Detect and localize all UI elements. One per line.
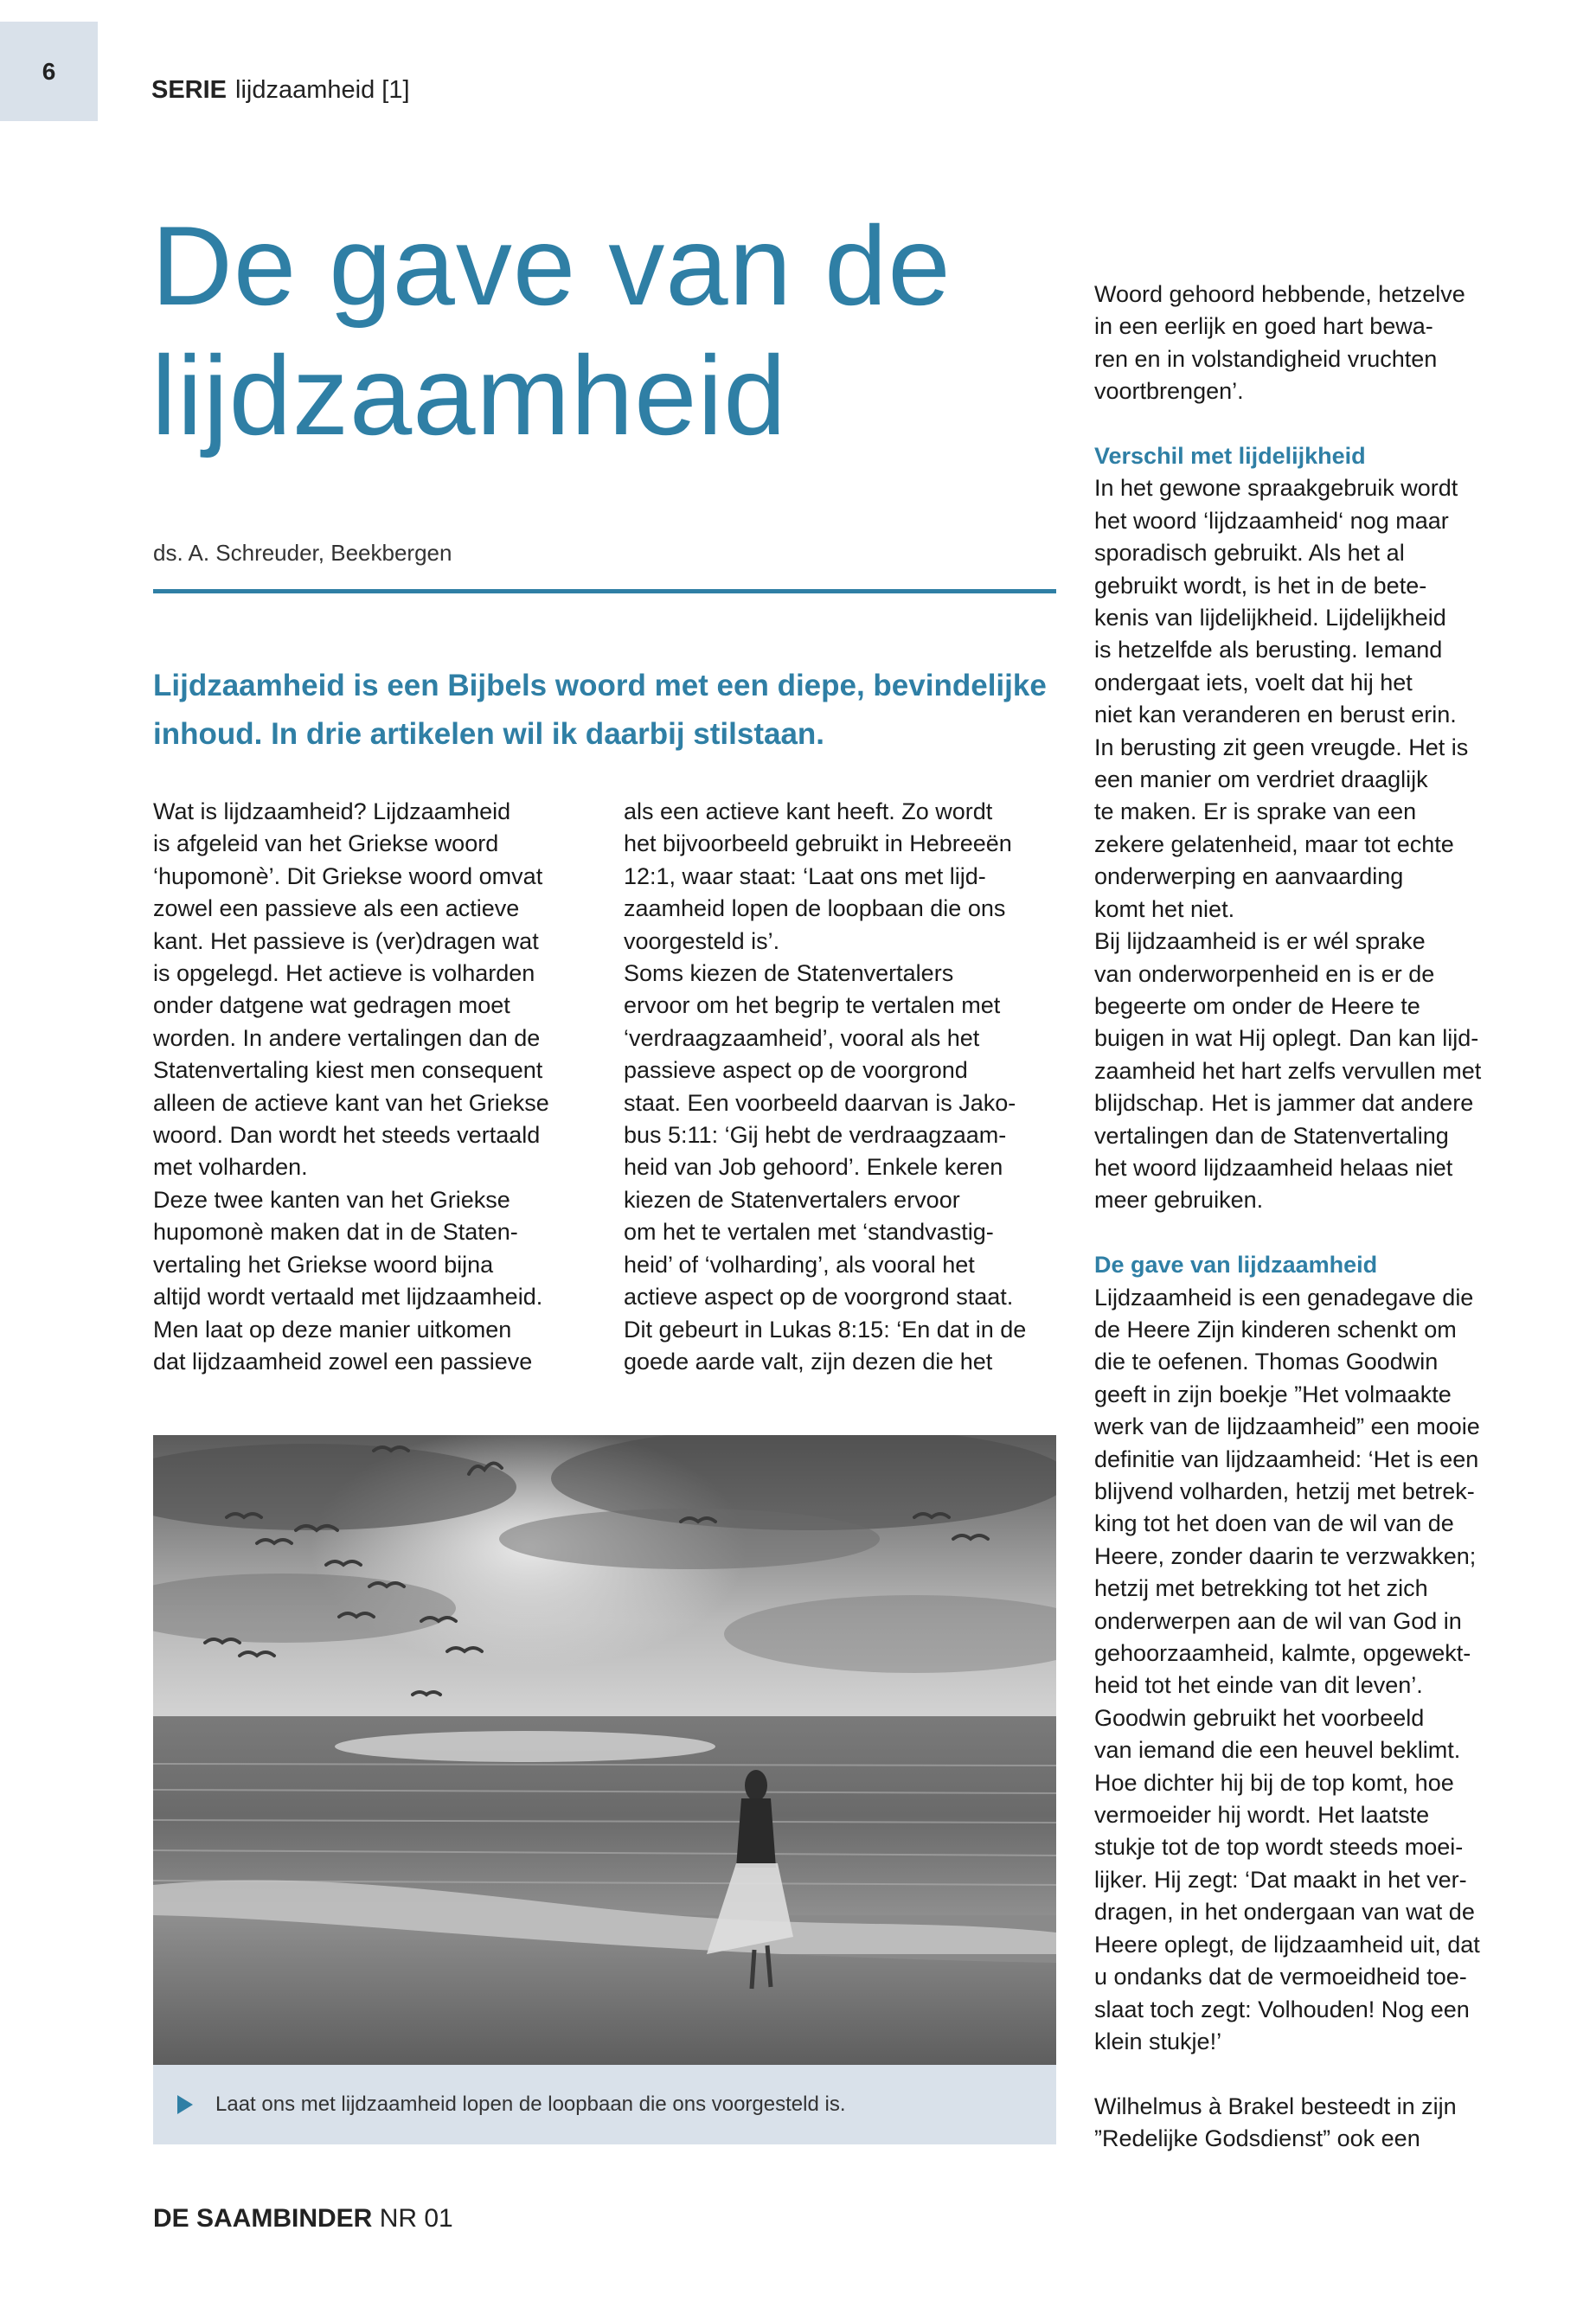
- text-line: dragen, in het ondergaan van wat de: [1094, 1899, 1475, 1926]
- text-line: Bij lijdzaamheid is er wél sprake: [1094, 928, 1426, 955]
- text-line: een manier om verdriet draaglijk: [1094, 766, 1428, 793]
- text-line: buigen in wat Hij oplegt. Dan kan lijd-: [1094, 1025, 1479, 1052]
- text-line: Goodwin gebruikt het voorbeeld: [1094, 1704, 1425, 1731]
- text-line: Wilhelmus à Brakel besteedt in zijn: [1094, 2093, 1457, 2119]
- text-line: vertaling het Griekse woord bijna: [153, 1251, 494, 1278]
- text-line: klein stukje!’: [1094, 2028, 1222, 2054]
- text-line: kant. Het passieve is (ver)dragen wat: [153, 927, 539, 954]
- text-line: vermoeider hij wordt. Het laatste: [1094, 1802, 1430, 1829]
- text-line: Hoe dichter hij bij de top komt, hoe: [1094, 1769, 1454, 1796]
- text-line: blijvend volharden, hetzij met betrek-: [1094, 1478, 1475, 1504]
- text-line: king tot het doen van de wil van de: [1094, 1510, 1454, 1537]
- text-line: kiezen de Statenvertalers ervoor: [624, 1186, 960, 1213]
- text-line: als een actieve kant heeft. Zo wordt: [624, 798, 993, 824]
- text-line: definitie van lijdzaamheid: ‘Het is een: [1094, 1445, 1479, 1472]
- text-line: Soms kiezen de Statenvertalers: [624, 960, 954, 987]
- text-line: worden. In andere vertalingen dan de: [153, 1024, 541, 1051]
- subheading-verschil: Verschil met lijdelijkheid: [1094, 443, 1366, 470]
- text-line: Woord gehoord hebbende, hetzelve: [1094, 281, 1465, 307]
- text-line: zekere gelatenheid, maar tot echte: [1094, 830, 1454, 857]
- text-line: voortbrengen’.: [1094, 378, 1244, 405]
- title-line-2: lijdzaamheid: [151, 332, 787, 458]
- page-number: 6: [42, 57, 56, 85]
- text-line: u ondanks dat de vermoeidheid toe-: [1094, 1964, 1467, 1990]
- text-line: het woord lijdzaamheid helaas niet: [1094, 1154, 1453, 1181]
- beach-photo: [153, 1435, 1056, 2065]
- text-line: In het gewone spraakgebruik wordt: [1094, 475, 1458, 502]
- text-line: komt het niet.: [1094, 895, 1235, 922]
- lead-paragraph: Lijdzaamheid is een Bijbels woord met een diepe, bevindelijke inhoud. In drie artikelen wil ik daarbij stilstaan.: [153, 669, 1047, 751]
- text-line: Men laat op deze manier uitkomen: [153, 1316, 512, 1343]
- body-column-1: [153, 796, 594, 1378]
- text-line: is hetzelfde als berusting. Iemand: [1094, 637, 1443, 663]
- text-line: ‘hupomonè’. Dit Griekse woord omvat: [153, 862, 543, 889]
- text-line: kenis van lijdelijkheid. Lijdelijkheid: [1094, 605, 1446, 631]
- subheading-gave: De gave van lijdzaamheid: [1094, 1252, 1378, 1279]
- text-line: het woord ‘lijdzaamheid‘ nog maar: [1094, 507, 1449, 534]
- text-line: Lijdzaamheid is een genadegave die: [1094, 1284, 1474, 1311]
- text-line: onder datgene wat gedragen moet: [153, 992, 510, 1019]
- text-line: zowel een passieve als een actieve: [153, 895, 520, 922]
- text-line: sporadisch gebruikt. Als het al: [1094, 540, 1405, 567]
- text-line: heid van Job gehoord’. Enkele keren: [624, 1154, 1003, 1181]
- text-line: 12:1, waar staat: ‘Laat ons met lijd-: [624, 862, 986, 889]
- text-line: werk van de lijdzaamheid” een mooie: [1094, 1413, 1480, 1440]
- text-line: ‘verdraagzaamheid’, vooral als het: [624, 1024, 980, 1051]
- title-line-1: De gave van de: [151, 202, 952, 329]
- text-line: woord. Dan wordt het steeds vertaald: [153, 1122, 541, 1149]
- text-line: heid tot het einde van dit leven’.: [1094, 1672, 1423, 1699]
- text-line: in een eerlijk en goed hart bewa-: [1094, 313, 1433, 340]
- text-line: staat. Een voorbeeld daarvan is Jako-: [624, 1089, 1016, 1116]
- series-header: [151, 76, 410, 105]
- body-column-3: [1094, 279, 1544, 2156]
- text-line: ren en in volstandigheid vruchten: [1094, 345, 1438, 372]
- series-title: lijdzaamheid [1]: [235, 76, 410, 104]
- author-byline: ds. A. Schreuder, Beekbergen: [153, 540, 452, 566]
- text-line: gehoorzaamheid, kalmte, opgewekt-: [1094, 1640, 1471, 1667]
- footer-magazine: DE SAAMBINDER: [153, 2204, 373, 2233]
- text-line: geeft in zijn boekje ”Het volmaakte: [1094, 1381, 1452, 1407]
- text-line: goede aarde valt, zijn dezen die het: [624, 1348, 993, 1375]
- footer: [153, 2204, 453, 2234]
- page-number-box: [0, 22, 98, 121]
- text-line: onderwerping en aanvaarding: [1094, 863, 1404, 890]
- text-line: zaamheid lopen de loopbaan die ons: [624, 895, 1006, 922]
- figure-caption: [153, 2065, 1056, 2144]
- text-line: vertalingen dan de Statenvertaling: [1094, 1122, 1449, 1149]
- text-line: Deze twee kanten van het Griekse: [153, 1186, 510, 1213]
- title-divider: [153, 589, 1056, 593]
- text-line: van iemand die een heuvel beklimt.: [1094, 1737, 1461, 1764]
- text-line: altijd wordt vertaald met lijdzaamheid.: [153, 1284, 543, 1311]
- text-line: In berusting zit geen vreugde. Het is: [1094, 734, 1469, 760]
- text-line: Wat is lijdzaamheid? Lijdzaamheid: [153, 798, 511, 824]
- text-line: onderwerpen aan de wil van God in: [1094, 1607, 1462, 1634]
- text-line: voorgesteld is’.: [624, 927, 780, 954]
- caption-arrow-icon: [177, 2095, 193, 2114]
- caption-text: Laat ons met lijdzaamheid lopen de loopbaan die ons voorgesteld is.: [215, 2093, 846, 2116]
- text-line: gebruikt wordt, is het in de bete-: [1094, 572, 1427, 599]
- text-line: niet kan veranderen en berust erin.: [1094, 702, 1457, 728]
- text-line: Heere, zonder daarin te verzwakken;: [1094, 1542, 1477, 1569]
- text-line: bus 5:11: ‘Gij hebt de verdraagzaam-: [624, 1122, 1007, 1149]
- text-line: dat lijdzaamheid zowel een passieve: [153, 1348, 533, 1375]
- text-line: hetzij met betrekking tot het zich: [1094, 1575, 1428, 1602]
- series-label: SERIE: [151, 76, 228, 104]
- body-column-2: [624, 796, 1065, 1378]
- text-line: actieve aspect op de voorgrond staat.: [624, 1284, 1014, 1311]
- text-line: lijker. Hij zegt: ‘Dat maakt in het ver-: [1094, 1866, 1467, 1893]
- text-line: ervoor om het begrip te vertalen met: [624, 992, 1001, 1019]
- text-line: het bijvoorbeeld gebruikt in Hebreeën: [624, 830, 1012, 857]
- text-line: van onderworpenheid en is er de: [1094, 960, 1435, 987]
- text-line: meer gebruiken.: [1094, 1187, 1264, 1214]
- footer-issue: NR 01: [379, 2204, 453, 2233]
- text-line: die te oefenen. Thomas Goodwin: [1094, 1349, 1439, 1375]
- text-line: Heere oplegt, de lijdzaamheid uit, dat: [1094, 1931, 1480, 1958]
- text-line: Dit gebeurt in Lukas 8:15: ‘En dat in de: [624, 1316, 1027, 1343]
- text-line: ondergaat iets, voelt dat hij het: [1094, 669, 1413, 695]
- text-line: passieve aspect op de voorgrond: [624, 1057, 968, 1084]
- text-line: alleen de actieve kant van het Griekse: [153, 1089, 549, 1116]
- text-line: blijdschap. Het is jammer dat andere: [1094, 1090, 1474, 1117]
- text-line: is opgelegd. Het actieve is volharden: [153, 960, 535, 987]
- text-line: met volharden.: [153, 1154, 308, 1181]
- text-line: slaat toch zegt: Volhouden! Nog een: [1094, 1996, 1470, 2022]
- text-line: te maken. Er is sprake van een: [1094, 798, 1417, 825]
- text-line: de Heere Zijn kinderen schenkt om: [1094, 1316, 1457, 1343]
- text-line: hupomonè maken dat in de Staten-: [153, 1219, 518, 1246]
- text-line: zaamheid het hart zelfs vervullen met: [1094, 1057, 1482, 1084]
- text-line: stukje tot de top wordt steeds moei-: [1094, 1834, 1464, 1861]
- text-line: ”Redelijke Godsdienst” ook een: [1094, 2125, 1420, 2152]
- text-line: begeerte om onder de Heere te: [1094, 992, 1420, 1019]
- text-line: is afgeleid van het Griekse woord: [153, 830, 499, 857]
- text-line: Statenvertaling kiest men consequent: [153, 1057, 543, 1084]
- text-line: heid’ of ‘volharding’, als vooral het: [624, 1251, 975, 1278]
- article-title: [151, 201, 1068, 460]
- text-line: om het te vertalen met ‘standvastig-: [624, 1219, 994, 1246]
